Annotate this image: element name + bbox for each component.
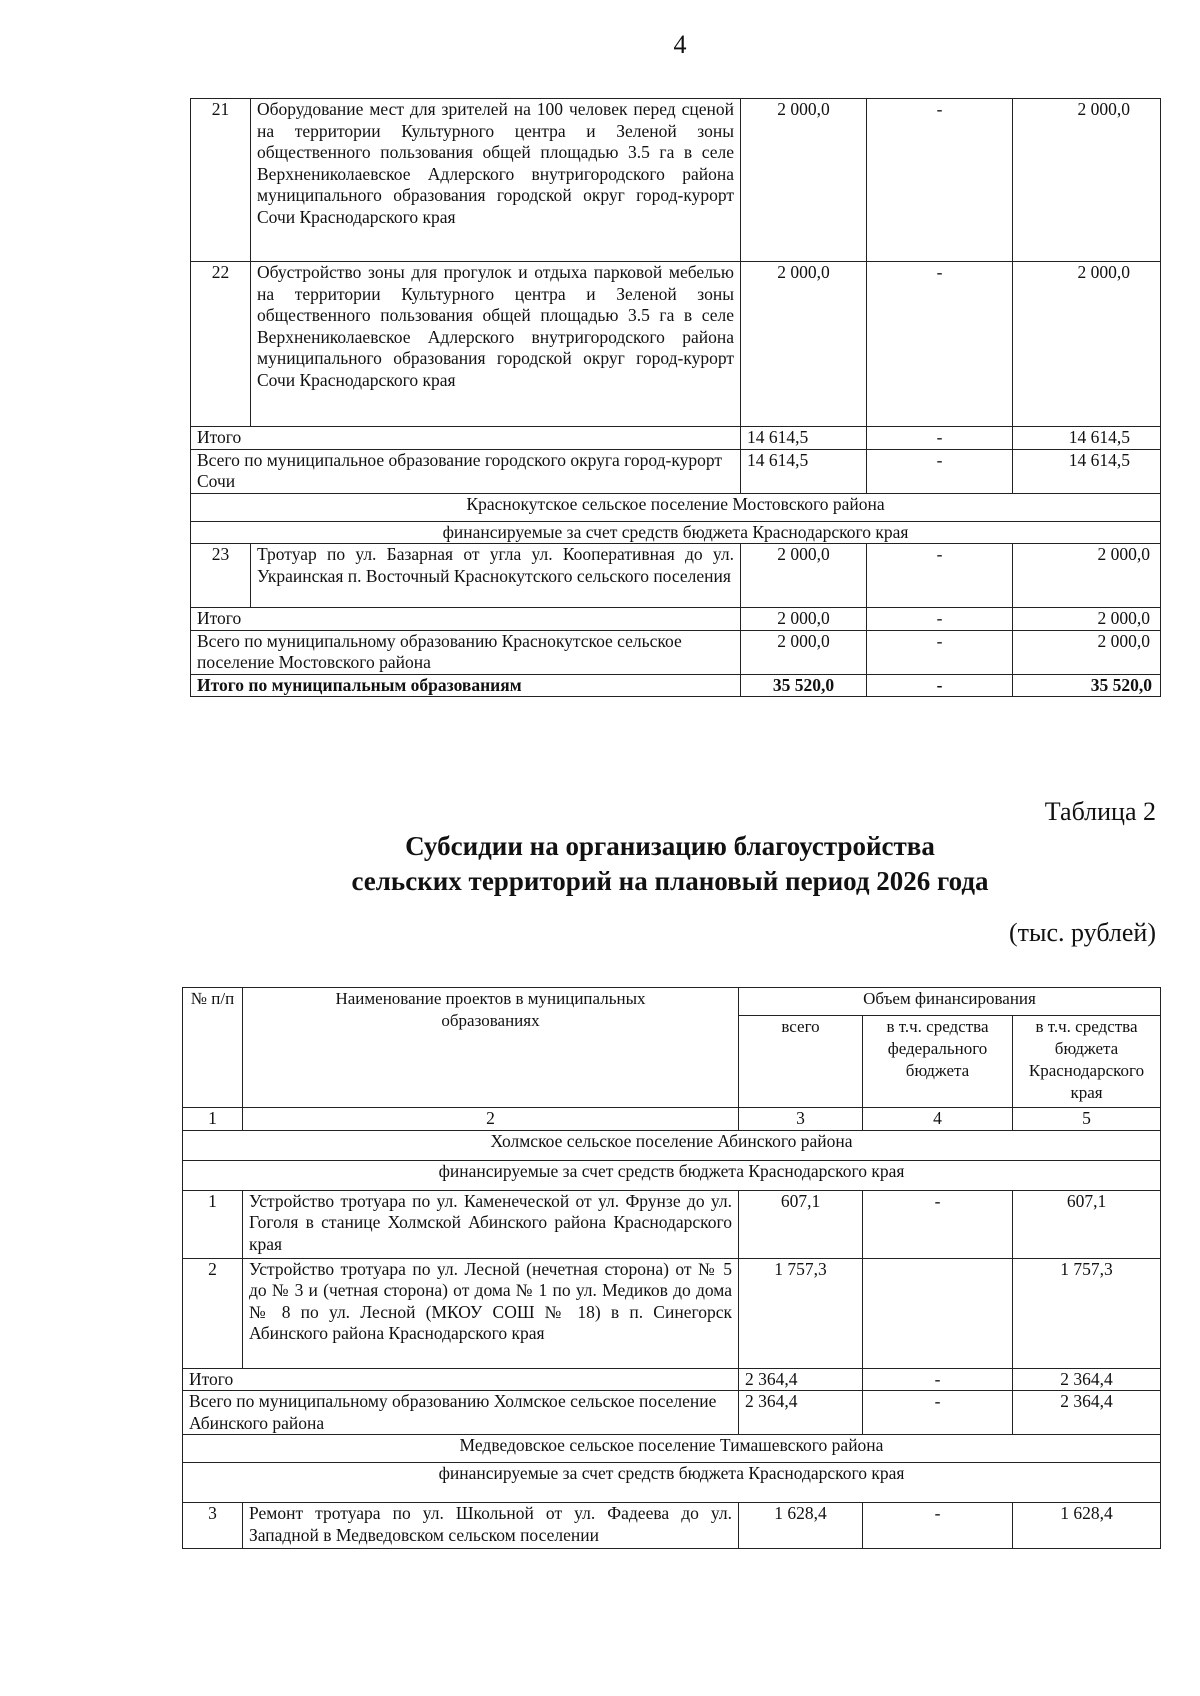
federal-value: - bbox=[867, 449, 1013, 493]
row-number: 1 bbox=[183, 1190, 243, 1258]
federal-value: - bbox=[863, 1391, 1013, 1435]
column-number: 5 bbox=[1013, 1108, 1161, 1131]
itogo-label: Итого bbox=[183, 1368, 739, 1391]
row-number: 23 bbox=[191, 544, 251, 608]
total-value: 2 364,4 bbox=[739, 1391, 863, 1435]
header-name: Наименование проектов в муниципальных образованиях bbox=[243, 988, 739, 1108]
table-row bbox=[191, 544, 1161, 608]
total-value: 2 000,0 bbox=[741, 99, 867, 262]
row-number: 22 bbox=[191, 262, 251, 427]
regional-value: 2 000,0 bbox=[1013, 630, 1161, 674]
subsection-row bbox=[191, 521, 1161, 544]
regional-value: 2 000,0 bbox=[1013, 262, 1161, 427]
federal-value: - bbox=[867, 262, 1013, 427]
section-row bbox=[183, 1130, 1161, 1160]
table-row bbox=[191, 262, 1161, 427]
document-title-line1: Субсидии на организацию благоустройства bbox=[405, 831, 935, 861]
header-row bbox=[183, 988, 1161, 1016]
table-row bbox=[191, 99, 1161, 262]
header-regional: в т.ч. средства бюджета Краснодарского края bbox=[1013, 1016, 1161, 1108]
section-title: Холмское сельское поселение Абинского района bbox=[183, 1130, 1161, 1160]
document-title-line2: сельских территорий на плановый период 2026 года bbox=[351, 866, 989, 896]
section-row bbox=[183, 1435, 1161, 1463]
column-number: 4 bbox=[863, 1108, 1013, 1131]
vsego-row bbox=[183, 1391, 1161, 1435]
regional-value: 1 757,3 bbox=[1013, 1258, 1161, 1368]
regional-value: 2 000,0 bbox=[1013, 544, 1161, 608]
total-value: 14 614,5 bbox=[741, 449, 867, 493]
federal-value: - bbox=[867, 427, 1013, 450]
total-value: 607,1 bbox=[739, 1190, 863, 1258]
federal-value: - bbox=[867, 544, 1013, 608]
total-value: 14 614,5 bbox=[741, 427, 867, 450]
vsego-label: Всего по муниципальному образованию Краснокутское сельское поселение Мостовского района bbox=[191, 630, 741, 674]
total-value: 2 000,0 bbox=[741, 544, 867, 608]
section-title: Медведовское сельское поселение Тимашевского района bbox=[183, 1435, 1161, 1463]
federal-value: - bbox=[863, 1368, 1013, 1391]
row-number: 2 bbox=[183, 1258, 243, 1368]
header-volume: Объем финансирования bbox=[739, 988, 1161, 1016]
header-number: № п/п bbox=[183, 988, 243, 1108]
grand-total-label: Итого по муниципальным образованиям bbox=[191, 674, 741, 697]
federal-value: - bbox=[863, 1190, 1013, 1258]
total-value: 2 364,4 bbox=[739, 1368, 863, 1391]
project-name: Оборудование мест для зрителей на 100 человек перед сценой на территории Культурного центра и Зеленой зоны общественного пользования общей площадью 3.5 га в селе Верхнениколаевское Адлерского внутригородского района муниципального образования городской округ город-курорт Сочи Краснодарского края bbox=[251, 99, 741, 262]
itogo-row bbox=[191, 427, 1161, 450]
table-row bbox=[183, 1258, 1161, 1368]
subsection-row bbox=[183, 1160, 1161, 1190]
column-number: 2 bbox=[243, 1108, 739, 1131]
table-row bbox=[183, 1190, 1161, 1258]
total-value: 1 628,4 bbox=[739, 1503, 863, 1549]
project-name: Тротуар по ул. Базарная от угла ул. Кооперативная до ул. Украинская п. Восточный Краснокутского сельского поселения bbox=[251, 544, 741, 608]
row-number: 3 bbox=[183, 1503, 243, 1549]
table-1 bbox=[190, 98, 1161, 697]
itogo-row bbox=[183, 1368, 1161, 1391]
regional-value: 2 000,0 bbox=[1013, 608, 1161, 631]
table-caption: Таблица 2 bbox=[1044, 797, 1156, 826]
regional-value: 14 614,5 bbox=[1013, 449, 1161, 493]
table-2 bbox=[182, 987, 1161, 1549]
itogo-label: Итого bbox=[191, 608, 741, 631]
units-label: (тыс. рублей) bbox=[1008, 918, 1156, 947]
subsection-row bbox=[183, 1463, 1161, 1503]
section-title: Краснокутское сельское поселение Мостовского района bbox=[191, 493, 1161, 521]
total-value: 2 000,0 bbox=[741, 608, 867, 631]
federal-value: - bbox=[863, 1503, 1013, 1549]
section-row bbox=[191, 493, 1161, 521]
subsection-title: финансируемые за счет средств бюджета Краснодарского края bbox=[183, 1160, 1161, 1190]
regional-value: 2 364,4 bbox=[1013, 1391, 1161, 1435]
header-federal: в т.ч. средства федерального бюджета bbox=[863, 1016, 1013, 1108]
itogo-row bbox=[191, 608, 1161, 631]
federal-value: - bbox=[867, 99, 1013, 262]
vsego-row bbox=[191, 630, 1161, 674]
total-value: 35 520,0 bbox=[741, 674, 867, 697]
column-number: 3 bbox=[739, 1108, 863, 1131]
federal-value: - bbox=[867, 608, 1013, 631]
federal-value: - bbox=[867, 674, 1013, 697]
regional-value: 2 364,4 bbox=[1013, 1368, 1161, 1391]
subsection-title: финансируемые за счет средств бюджета Краснодарского края bbox=[191, 521, 1161, 544]
row-number: 21 bbox=[191, 99, 251, 262]
vsego-label: Всего по муниципальному образованию Холмское сельское поселение Абинского района bbox=[183, 1391, 739, 1435]
regional-value: 607,1 bbox=[1013, 1190, 1161, 1258]
vsego-row bbox=[191, 449, 1161, 493]
total-value: 2 000,0 bbox=[741, 262, 867, 427]
grand-total-row bbox=[191, 674, 1161, 697]
column-number-row bbox=[183, 1108, 1161, 1131]
regional-value: 35 520,0 bbox=[1013, 674, 1161, 697]
subsection-title: финансируемые за счет средств бюджета Краснодарского края bbox=[183, 1463, 1161, 1503]
federal-value bbox=[863, 1258, 1013, 1368]
table-row bbox=[183, 1503, 1161, 1549]
itogo-label: Итого bbox=[191, 427, 741, 450]
total-value: 1 757,3 bbox=[739, 1258, 863, 1368]
page-number: 4 bbox=[673, 30, 687, 59]
regional-value: 2 000,0 bbox=[1013, 99, 1161, 262]
header-total: всего bbox=[739, 1016, 863, 1108]
project-name: Устройство тротуара по ул. Каменеческой от ул. Фрунзе до ул. Гоголя в станице Холмской Абинского района Краснодарского края bbox=[243, 1190, 739, 1258]
regional-value: 14 614,5 bbox=[1013, 427, 1161, 450]
regional-value: 1 628,4 bbox=[1013, 1503, 1161, 1549]
column-number: 1 bbox=[183, 1108, 243, 1131]
federal-value: - bbox=[867, 630, 1013, 674]
vsego-label: Всего по муниципальное образование городского округа город-курорт Сочи bbox=[191, 449, 741, 493]
project-name: Устройство тротуара по ул. Лесной (нечетная сторона) от № 5 до № 3 и (четная сторона) от дома № 1 по ул. Медиков до дома № 8 по ул. Лесной (МКОУ СОШ № 18) в п. Синегорск Абинского района Краснодарского края bbox=[243, 1258, 739, 1368]
total-value: 2 000,0 bbox=[741, 630, 867, 674]
project-name: Обустройство зоны для прогулок и отдыха парковой мебелью на территории Культурного центра и Зеленой зоны общественного пользования общей площадью 3.5 га в селе Верхнениколаевское Адлерского внутригородского района муниципального образования городской округ город-курорт Сочи Краснодарского края bbox=[251, 262, 741, 427]
project-name: Ремонт тротуара по ул. Школьной от ул. Фадеева до ул. Западной в Медведовском сельском поселении bbox=[243, 1503, 739, 1549]
